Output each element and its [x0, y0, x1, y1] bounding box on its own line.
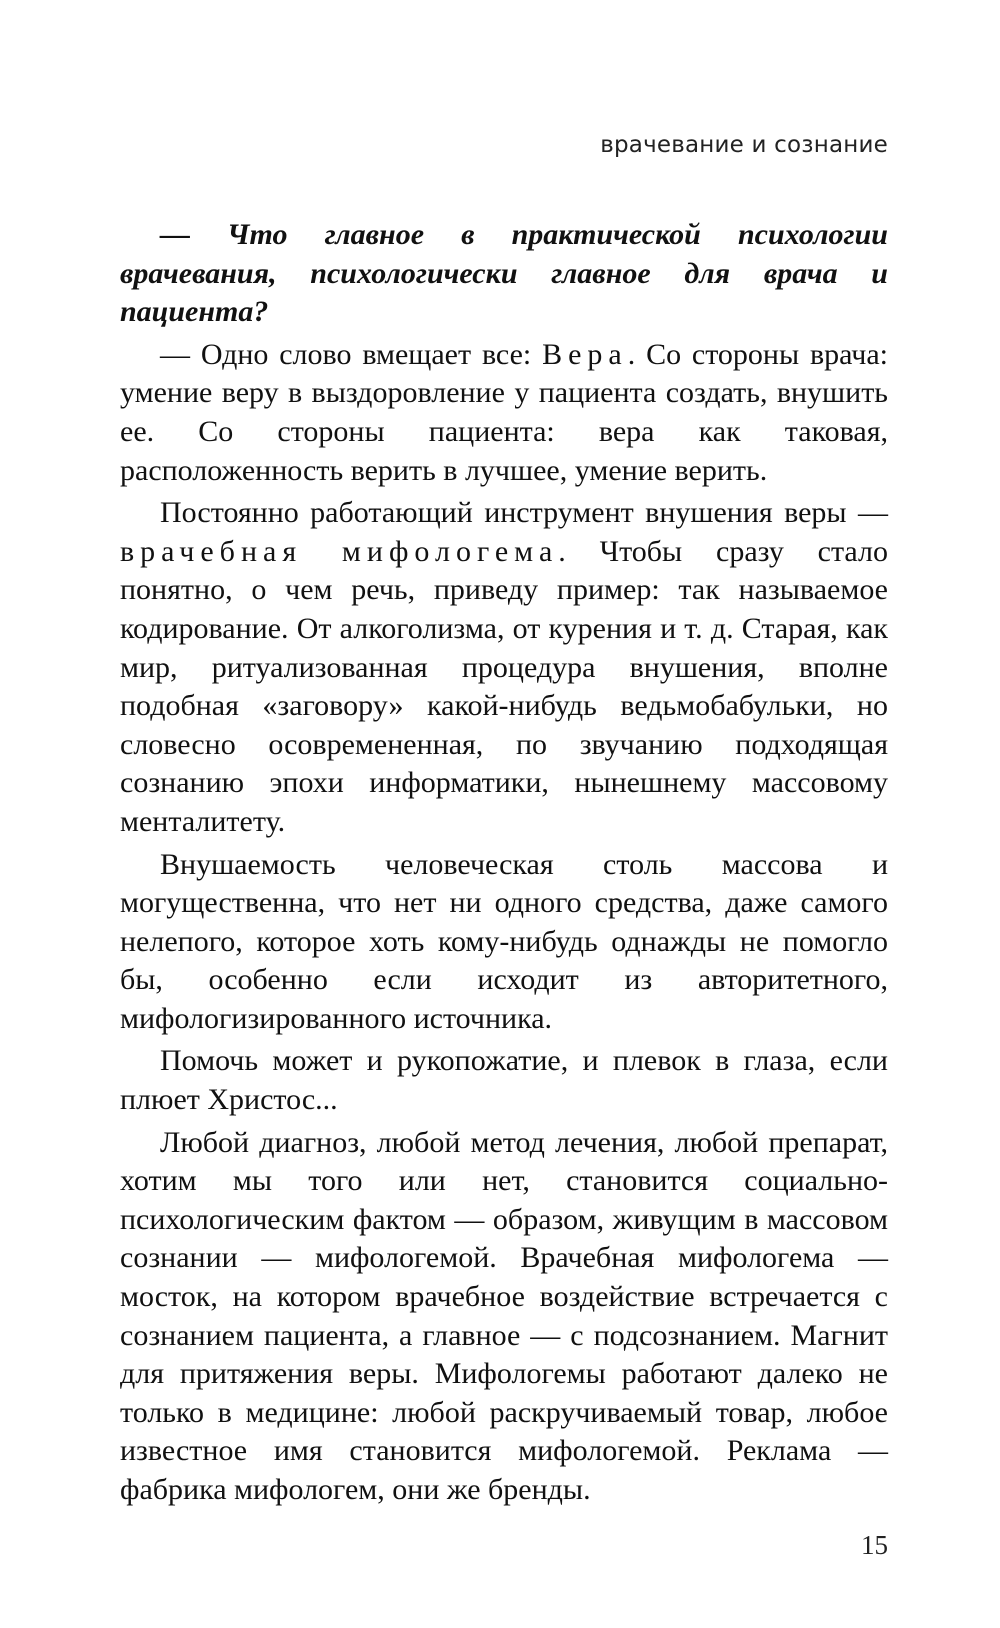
body-text	[120, 216, 888, 1510]
paragraph-text-start: Постоянно работающий инструмент внушения веры —	[160, 496, 888, 530]
body-paragraph-mythologem	[120, 494, 888, 841]
paragraph-text-end: . Чтобы сразу стало понятно, о чем речь, приведу пример: так называемое кодирование. От алкоголизма, от курения и т. д. Старая, как мир, ритуализованная процедура внушения, вполне подобная «заговору» какой-нибудь ведьмобабульки, но словесно осовремененная, по звучанию подходящая сознанию эпохи информатики, нынешнему массовому менталитету.	[120, 534, 888, 838]
answer-text-end: . Со стороны врача: умение веру в выздоровление у пациента создать, внушить ее. Со стороны пациента: вера как таковая, расположенность верить в лучшее, умение верить.	[120, 337, 888, 487]
question-paragraph: — Что главное в практической психологии врачевания, психологически главное для врача и пациента?	[120, 218, 888, 329]
spaced-emphasis-mythologem: врачебная мифологема	[120, 534, 559, 568]
body-paragraph-diagnosis: Любой диагноз, любой метод лечения, любой препарат, хотим мы того или нет, становится социально-психологическим фактом — образом, живущим в массовом сознании — мифологемой. Врачебная мифологема — мосток, на котором врачебное воздействие встречается с сознанием пациента, а главное — с подсознанием. Магнит для притяжения веры. Мифологемы работают далеко не только в медицине: любой раскручиваемый товар, любое известное имя становится мифологемой. Реклама — фабрика мифологем, они же бренды.	[120, 1125, 888, 1506]
body-paragraph-suggestibility: Внушаемость человеческая столь массова и могущественна, что нет ни одного средства, даже самого нелепого, которое хоть кому-нибудь однажды не помогло бы, особенно если исходит из авторитетного, мифологизированного источника.	[120, 847, 888, 1035]
running-head: врачевание и сознание	[600, 132, 888, 158]
page-number: 15	[861, 1530, 888, 1560]
answer-paragraph	[120, 336, 888, 490]
answer-text-start: — Одно слово вмещает все:	[160, 337, 543, 371]
body-paragraph-handshake: Помочь может и рукопожатие, и плевок в глаза, если плюет Христос...	[120, 1044, 888, 1117]
spaced-emphasis-vera: Вера	[542, 337, 628, 371]
